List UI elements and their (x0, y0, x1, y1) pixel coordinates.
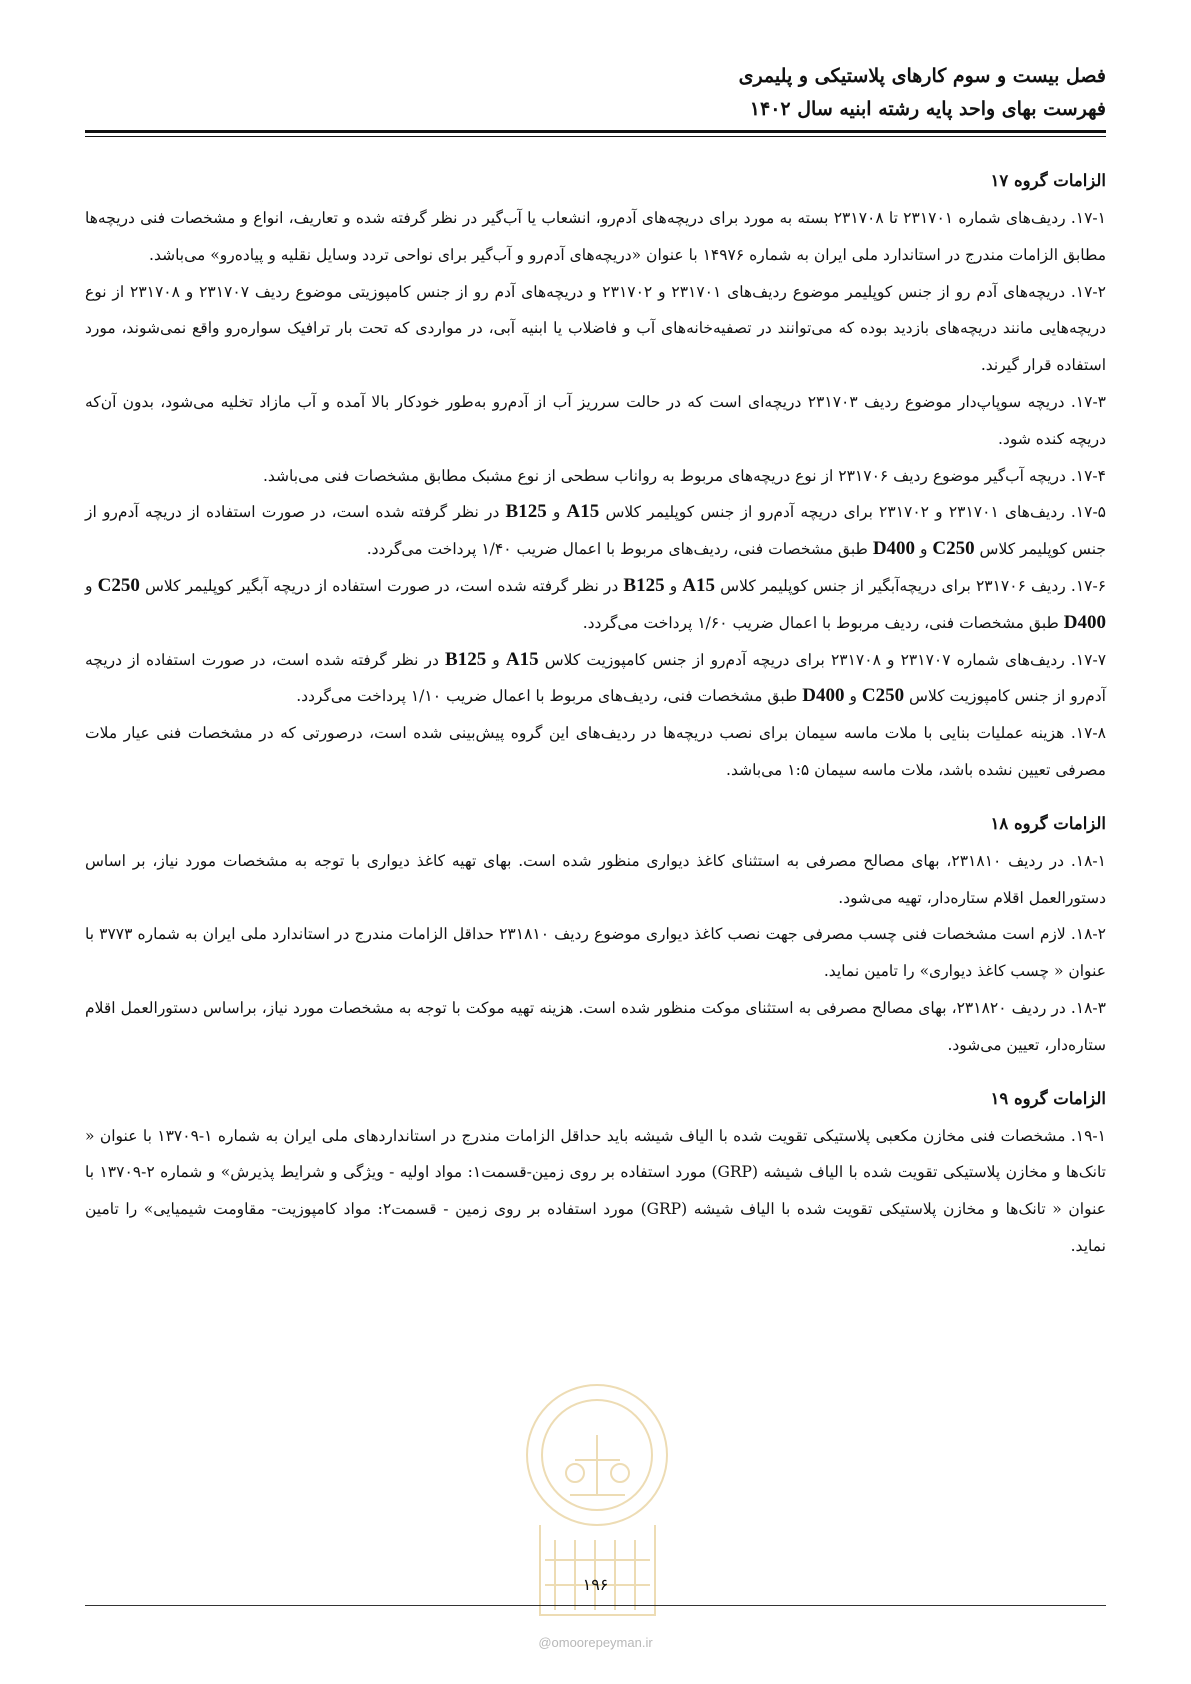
paragraph-text: ۱۷-۴. دریچه آب‌گیر موضوع ردیف ۲۳۱۷۰۶ از نوع دریچه‌های مربوط به رواناب سطحی از نوع مشبک مطابق مشخصات فنی می‌باشد. (262, 466, 1106, 485)
paragraph-text: در نظر گرفته شده است، در صورت استفاده از دریچه آبگیر کوپلیمر کلاس (139, 576, 624, 595)
footer-rule (85, 1605, 1106, 1606)
paragraph-text: طبق مشخصات فنی، ردیف‌های مربوط با اعمال ضریب ۱/۴۰ پرداخت می‌گردد. (366, 540, 873, 559)
paragraph-text: ۱۷-۵. ردیف‌های ۲۳۱۷۰۱ و ۲۳۱۷۰۲ برای دریچه آدم‌رو از جنس کوپلیمر کلاس (599, 503, 1107, 522)
requirement-paragraph (85, 843, 1106, 917)
requirement-paragraph (85, 1118, 1106, 1265)
paragraph-text: ۱۷-۲. دریچه‌های آدم رو از جنس کوپلیمر موضوع ردیف‌های ۲۳۱۷۰۱ و ۲۳۱۷۰۲ و دریچه‌های آدم رو از جنس کامپوزیتی موضوع ردیف ۲۳۱۷۰۷ و ۲۳۱۷۰۸ از نوع دریچه‌هایی مانند دریچه‌های بازدید بوده که می‌توانند در تصفیه‌خانه‌های آب و فاضلاب یا ابنیه آبی، در مواردی که تحت بار ترافیک سواره‌رو واقع نمی‌شوند، مورد استفاده قرار گیرند. (85, 282, 1106, 375)
class-code: A15 (505, 648, 539, 670)
paragraph-text: در نظر گرفته شده است، در صورت استفاده از دریچه آدم‌رو از جنس کوپلیمر کلاس (85, 503, 1106, 559)
class-code: D400 (802, 685, 845, 707)
requirement-paragraph (85, 916, 1106, 990)
paragraph-text: ۱۸-۲. لازم است مشخصات فنی چسب مصرفی جهت نصب کاغذ دیواری موضوع ردیف ۲۳۱۸۱۰ حداقل الزامات مندرج در استاندارد ملی ایران به شماره ۳۷۷۳ با عنوان « چسب کاغذ دیواری» را تامین نماید. (85, 925, 1106, 981)
header-rule-thin (85, 136, 1106, 137)
group-title: الزامات گروه ۱۹ (990, 1088, 1106, 1108)
paragraph-text: ۱۷-۳. دریچه سوپاپ‌دار موضوع ردیف ۲۳۱۷۰۳ دریچه‌ای است که در حالت سرریز آب از آدم‌رو به‌طور خودکار بالا آمده و آب مازاد تخلیه می‌شود، بدون آن‌که دریچه کنده شود. (85, 392, 1107, 448)
requirement-paragraph (85, 715, 1106, 789)
paragraph-text: و (486, 650, 506, 669)
paragraph-text: و (915, 540, 933, 559)
requirement-paragraph (85, 568, 1106, 642)
class-code: D400 (1063, 611, 1106, 633)
group-title: الزامات گروه ۱۸ (990, 813, 1106, 833)
class-code: B125 (445, 648, 487, 670)
paragraph-text: طبق مشخصات فنی، ردیف‌های مربوط با اعمال ضریب ۱/۱۰ پرداخت می‌گردد. (296, 687, 803, 706)
requirement-paragraph (85, 494, 1106, 568)
paragraph-text: ۱۸-۱. در ردیف ۲۳۱۸۱۰، بهای مصالح مصرفی به استثنای کاغذ دیواری منظور شده است. بهای تهیه کاغذ دیواری با توجه به مشخصات مورد نیاز، بر اساس دستورالعمل اقلام ستاره‌دار، تهیه می‌شود. (85, 851, 1106, 907)
class-code: A15 (566, 501, 600, 523)
chapter-title: فصل بیست و سوم کارهای پلاستیکی و پلیمری (738, 65, 1106, 87)
requirement-paragraph (85, 642, 1106, 716)
requirement-paragraph (85, 384, 1106, 458)
website-watermark: @omoorepeyman.ir (538, 1635, 653, 1650)
paragraph-text: در نظر گرفته شده است، در صورت استفاده از دریچه آدم‌رو از جنس کامپوزیت کلاس (85, 650, 1106, 706)
class-code: B125 (505, 501, 547, 523)
requirements-group (85, 166, 1106, 789)
paragraph-text: و (546, 503, 567, 522)
paragraph-text: و (85, 576, 98, 595)
paragraph-text: طبق مشخصات فنی، ردیف مربوط با اعمال ضریب ۱/۶۰ پرداخت می‌گردد. (582, 613, 1064, 632)
document-subtitle: فهرست بهای واحد پایه رشته ابنیه سال ۱۴۰۲ (749, 98, 1106, 120)
requirements-group (85, 1084, 1106, 1265)
paragraph-text: ۱۹-۱. مشخصات فنی مخازن مکعبی پلاستیکی تقویت شده با الیاف شیشه باید حداقل الزامات مندرج در استانداردهای ملی ایران به شماره ۱-۱۳۷۰۹ با عنوان « تانک‌ها و مخازن پلاستیکی تقویت شده با الیاف شیشه (GRP) مورد استفاده بر روی زمین-قسمت۱: مواد اولیه - ویژگی و شرایط پذیرش» و شماره ۲-۱۳۷۰۹ با عنوان « تانک‌ها و مخازن پلاستیکی تقویت شده با الیاف شیشه (GRP) مورد استفاده بر روی زمین - قسمت۲: مواد کامپوزیت- مقاومت شیمیایی» را تامین نماید. (85, 1126, 1107, 1255)
class-code: A15 (682, 574, 716, 596)
class-code: C250 (861, 685, 905, 707)
paragraph-text: ۱۷-۱. ردیف‌های شماره ۲۳۱۷۰۱ تا ۲۳۱۷۰۸ بسته به مورد برای دریچه‌های آدم‌رو، انشعاب یا آب‌گیر در نظر گرفته شده و تعاریف، انواع و مشخصات فنی دریچه‌ها مطابق الزامات مندرج در استاندارد ملی ایران به شماره ۱۴۹۷۶ با عنوان «دریچه‌های آدم‌رو و آب‌گیر برای نواحی تردد وسایل نقلیه و پیاده‌رو» می‌باشد. (85, 209, 1106, 264)
paragraph-text: و (844, 687, 862, 706)
class-code: B125 (623, 574, 665, 596)
class-code: C250 (932, 538, 975, 560)
class-code: C250 (97, 574, 140, 596)
requirement-paragraph (85, 990, 1106, 1064)
requirements-group (85, 809, 1106, 1064)
paragraph-text: ۱۷-۷. ردیف‌های شماره ۲۳۱۷۰۷ و ۲۳۱۷۰۸ برای دریچه آدم‌رو از جنس کامپوزیت کلاس (538, 650, 1107, 669)
paragraph-text: ۱۷-۸. هزینه عملیات بنایی با ملات ماسه سیمان برای نصب دریچه‌ها در ردیف‌های این گروه پیش‌بینی شده است، درصورتی که در مشخصات فنی عیار ملات مصرفی تعیین نشده باشد، ملات ماسه سیمان ۱:۵ می‌باشد. (85, 724, 1106, 779)
class-code: D400 (872, 538, 916, 560)
requirement-paragraph (85, 458, 1106, 495)
paragraph-text: ۱۷-۶. ردیف ۲۳۱۷۰۶ برای دریچه‌آبگیر از جنس کوپلیمر کلاس (715, 576, 1107, 595)
main-content (85, 160, 1106, 1265)
requirement-paragraph (85, 274, 1106, 384)
header-rule-thick (85, 130, 1106, 133)
requirement-paragraph (85, 200, 1106, 274)
paragraph-text: ۱۸-۳. در ردیف ۲۳۱۸۲۰، بهای مصالح مصرفی به استثنای موکت منظور شده است. هزینه تهیه موکت با توجه به مشخصات مورد نیاز، براساس دستورالعمل اقلام ستاره‌دار، تعیین می‌شود. (85, 998, 1106, 1054)
paragraph-text: و (664, 576, 683, 595)
page-number: ۱۹۶ (582, 1575, 609, 1594)
watermark-seal-icon (500, 1375, 695, 1635)
group-title: الزامات گروه ۱۷ (990, 171, 1106, 190)
